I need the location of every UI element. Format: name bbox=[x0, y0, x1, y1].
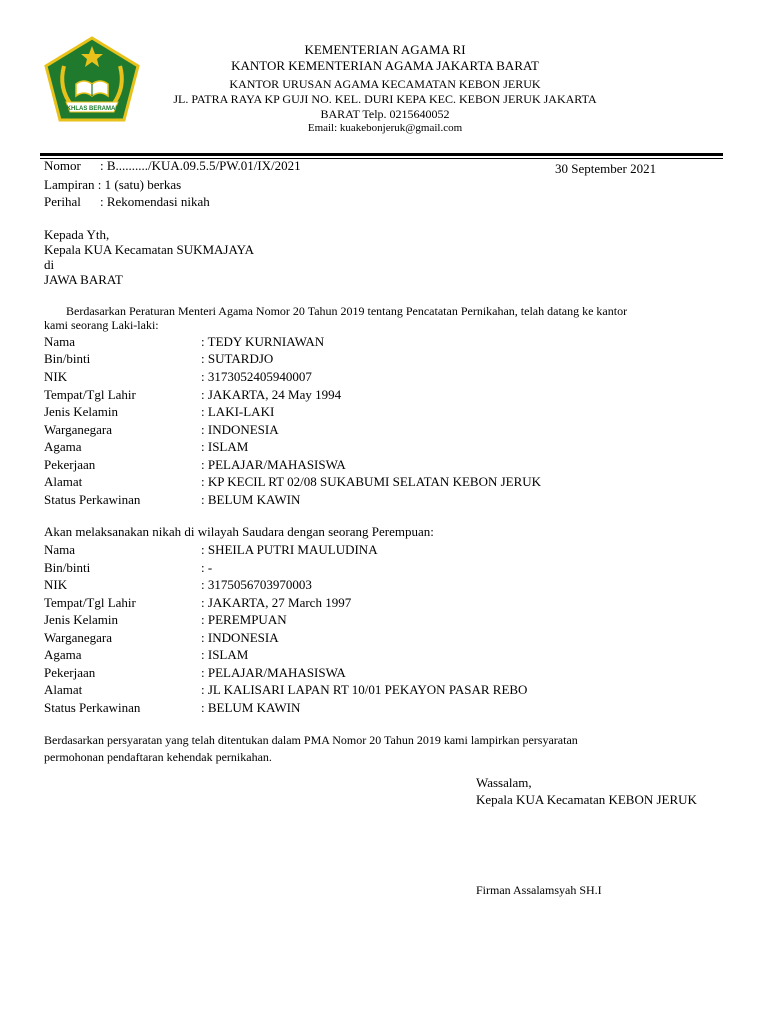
groom-label: NIK bbox=[44, 369, 68, 384]
header-phone: BARAT Telp. 0215640052 bbox=[320, 107, 450, 121]
header-ministry: KEMENTERIAN AGAMA RI bbox=[304, 42, 466, 57]
bride-label: Pekerjaan bbox=[44, 665, 96, 680]
groom-label: Tempat/Tgl Lahir bbox=[44, 387, 136, 402]
nomor-label: Nomor bbox=[44, 158, 81, 173]
groom-label: Agama bbox=[44, 439, 82, 454]
groom-label: Bin/binti bbox=[44, 351, 91, 366]
bride-value: : ISLAM bbox=[201, 647, 249, 662]
groom-label: Status Perkawinan bbox=[44, 492, 141, 507]
header-address: JL. PATRA RAYA KP GUJI NO. KEL. DURI KEPA KEC. KEBON JERUK JAKARTA bbox=[173, 92, 597, 106]
recipient-title: Kepala KUA Kecamatan SUKMAJAYA bbox=[44, 242, 255, 257]
bride-value: : JAKARTA, 27 March 1997 bbox=[201, 595, 352, 610]
bride-value: : BELUM KAWIN bbox=[201, 700, 301, 715]
bride-label: Alamat bbox=[44, 682, 83, 697]
bride-label: Nama bbox=[44, 542, 76, 557]
bride-label: Bin/binti bbox=[44, 560, 91, 575]
bride-label: Warganegara bbox=[44, 630, 113, 645]
groom-value: : 3173052405940007 bbox=[201, 369, 312, 384]
groom-value: : KP KECIL RT 02/08 SUKABUMI SELATAN KEBON JERUK bbox=[201, 474, 542, 489]
bride-value: : INDONESIA bbox=[201, 630, 279, 645]
bride-label: Jenis Kelamin bbox=[44, 612, 119, 627]
bride-value: : JL KALISARI LAPAN RT 10/01 PEKAYON PASAR REBO bbox=[201, 682, 528, 697]
recipient-di: di bbox=[44, 257, 55, 272]
bride-label: Agama bbox=[44, 647, 82, 662]
groom-label: Warganegara bbox=[44, 422, 113, 437]
letter-date: 30 September 2021 bbox=[555, 161, 657, 176]
bride-value: : 3175056703970003 bbox=[201, 577, 312, 592]
groom-value: : JAKARTA, 24 May 1994 bbox=[201, 387, 342, 402]
groom-label: Jenis Kelamin bbox=[44, 404, 119, 419]
bride-value: : PEREMPUAN bbox=[201, 612, 287, 627]
groom-value: : TEDY KURNIAWAN bbox=[201, 334, 325, 349]
signature-salutation: Wassalam, bbox=[476, 775, 532, 790]
intro-paragraph-line2: kami seorang Laki-laki: bbox=[44, 318, 159, 332]
nomor-value: : B........../KUA.09.5.5/PW.01/IX/2021 bbox=[100, 158, 301, 173]
bride-value: : - bbox=[201, 560, 213, 575]
logo-ribbon-text: IKHLAS BERAMAL bbox=[65, 106, 119, 112]
bride-label: NIK bbox=[44, 577, 68, 592]
closing-paragraph-line2: permohonan pendaftaran kehendak pernikahan. bbox=[44, 750, 272, 764]
bride-label: Tempat/Tgl Lahir bbox=[44, 595, 136, 610]
signature-title: Kepala KUA Kecamatan KEBON JERUK bbox=[476, 792, 697, 807]
header-kua: KANTOR URUSAN AGAMA KECAMATAN KEBON JERUK bbox=[229, 77, 541, 91]
groom-label: Nama bbox=[44, 334, 76, 349]
groom-value: : SUTARDJO bbox=[201, 351, 274, 366]
perihal-value: : Rekomendasi nikah bbox=[100, 194, 210, 209]
header-divider bbox=[40, 153, 723, 156]
perihal-label: Perihal bbox=[44, 194, 81, 209]
bride-intro: Akan melaksanakan nikah di wilayah Saudara dengan seorang Perempuan: bbox=[44, 524, 434, 539]
recipient-location: JAWA BARAT bbox=[44, 272, 123, 287]
lampiran: Lampiran : 1 (satu) berkas bbox=[44, 177, 182, 192]
closing-paragraph-line1: Berdasarkan persyaratan yang telah ditentukan dalam PMA Nomor 20 Tahun 2019 kami lampirkan persyaratan bbox=[44, 733, 578, 747]
groom-label: Alamat bbox=[44, 474, 83, 489]
bride-label: Status Perkawinan bbox=[44, 700, 141, 715]
intro-paragraph-line1: Berdasarkan Peraturan Menteri Agama Nomor 20 Tahun 2019 tentang Pencatatan Pernikahan, telah datang ke kantor bbox=[66, 304, 628, 318]
header-email: Email: kuakebonjeruk@gmail.com bbox=[307, 122, 463, 134]
recipient-greeting: Kepada Yth, bbox=[44, 227, 110, 242]
bride-value: : PELAJAR/MAHASISWA bbox=[201, 665, 346, 680]
groom-value: : INDONESIA bbox=[201, 422, 279, 437]
groom-value: : LAKI-LAKI bbox=[201, 404, 275, 419]
groom-value: : PELAJAR/MAHASISWA bbox=[201, 457, 346, 472]
bride-value: : SHEILA PUTRI MAULUDINA bbox=[201, 542, 378, 557]
groom-value: : BELUM KAWIN bbox=[201, 492, 301, 507]
groom-value: : ISLAM bbox=[201, 439, 249, 454]
header-office: KANTOR KEMENTERIAN AGAMA JAKARTA BARAT bbox=[231, 58, 539, 73]
groom-label: Pekerjaan bbox=[44, 457, 96, 472]
signature-name: Firman Assalamsyah SH.I bbox=[476, 883, 602, 897]
